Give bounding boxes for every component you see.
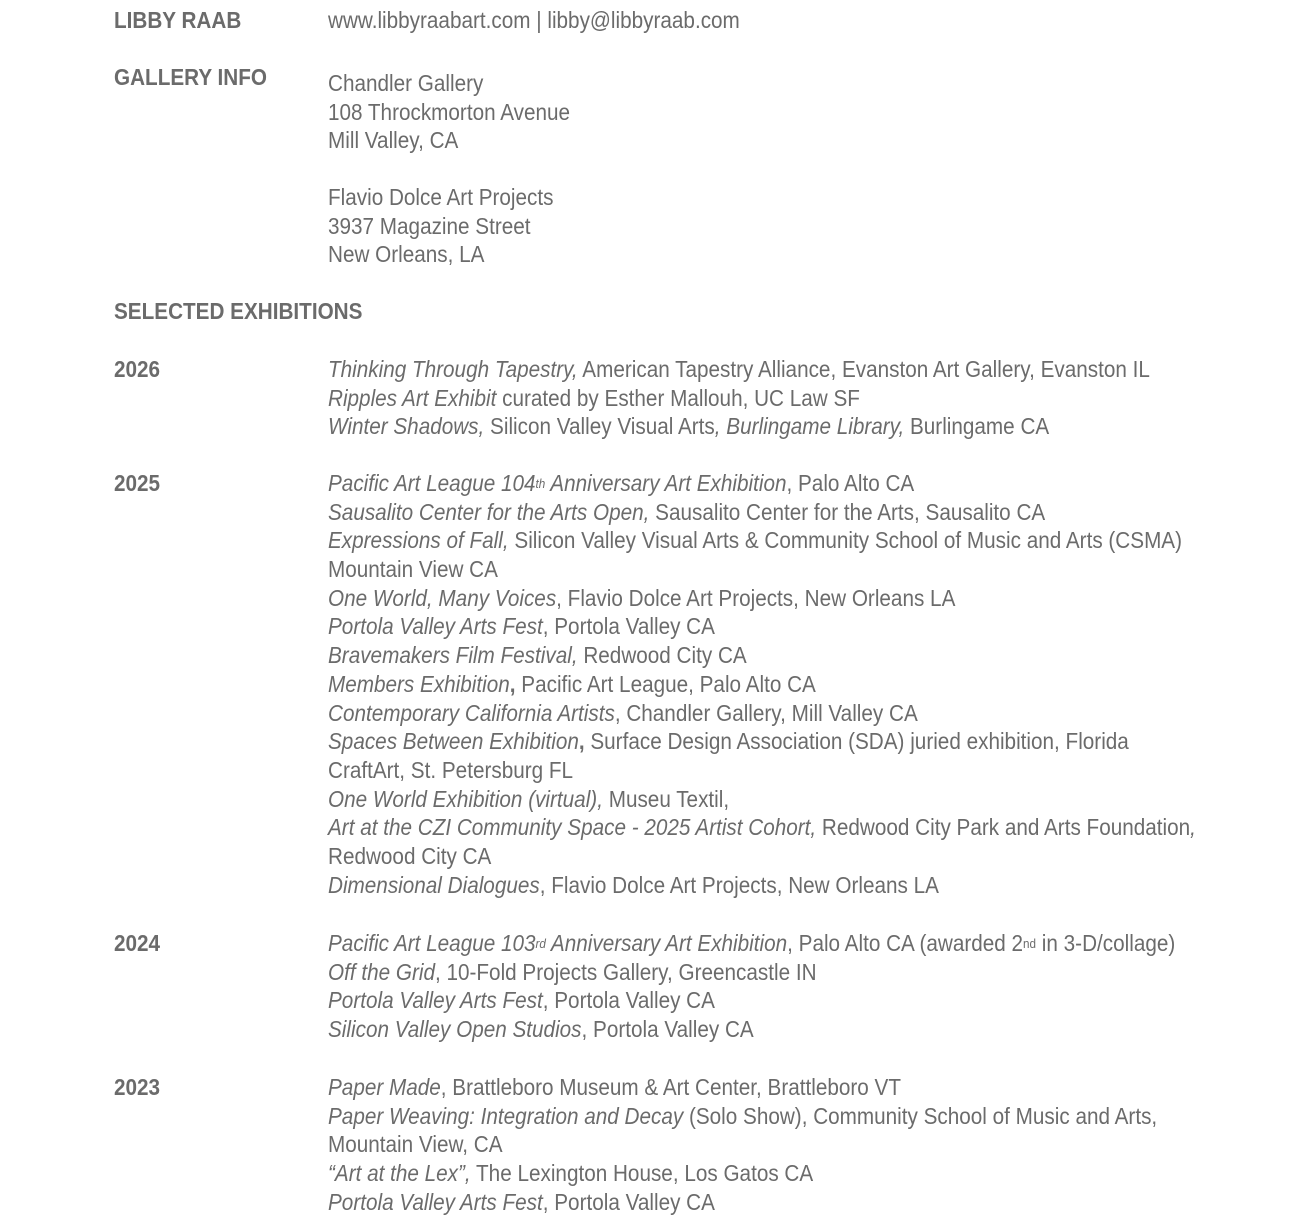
exhibition-venue: , Palo Alto CA (786, 470, 915, 496)
exhibition-title: Contemporary California Artists (328, 699, 615, 726)
exhibition-venue: , Portola Valley CA (542, 1188, 715, 1215)
year-label: 2025 (114, 470, 161, 496)
exhibition-title: Winter Shadows, (328, 413, 485, 440)
ordinal-suffix: nd (1023, 936, 1037, 951)
exhibition-line (328, 699, 1196, 728)
exhibition-line (328, 1130, 1157, 1159)
year-label: 2026 (114, 356, 161, 382)
exhibition-title: “Art at the Lex”, (328, 1160, 471, 1187)
exhibition-venue: , Flavio Dolce Art Projects, New Orleans LA (556, 584, 956, 611)
exhibition-title-cont: , (1190, 814, 1196, 841)
separator: , (509, 670, 516, 697)
exhibition-title: Spaces Between Exhibition (328, 728, 579, 755)
exhibition-line (328, 1188, 1157, 1217)
exhibition-title: Members Exhibition (328, 670, 510, 697)
exhibition-venue: Pacific Art League, Palo Alto CA (515, 670, 816, 697)
exhibition-venue: curated by Esther Mallouh, UC Law SF (496, 384, 860, 411)
exhibition-line (328, 526, 1196, 555)
exhibition-venue: Mountain View CA (328, 556, 498, 583)
exhibition-title: One World Exhibition (virtual), (328, 785, 603, 812)
ordinal-suffix: th (535, 476, 546, 491)
exhibition-title: Art at the CZI Community Space - 2025 Artist Cohort, (328, 814, 817, 841)
exhibition-line (328, 498, 1196, 527)
exhibition-title: Ripples Art Exhibit (328, 384, 497, 411)
exhibition-title: Portola Valley Arts Fest (328, 613, 543, 640)
exhibition-venue-cont: Burlingame CA (904, 413, 1050, 440)
exhibitions-2025 (328, 469, 1196, 899)
exhibition-venue: , Portola Valley CA (581, 1016, 754, 1043)
exhibition-venue-cont: in 3-D/collage) (1036, 930, 1176, 956)
exhibitions-2024 (328, 929, 1175, 1044)
exhibition-line (328, 355, 1150, 384)
exhibition-venue: CraftArt, St. Petersburg FL (328, 756, 574, 783)
exhibition-title: Portola Valley Arts Fest (328, 987, 543, 1014)
gallery-city: New Orleans, LA (328, 241, 485, 268)
exhibition-title: Silicon Valley Open Studios (328, 1016, 582, 1043)
exhibition-venue: , Portola Valley CA (542, 987, 715, 1014)
exhibition-line (328, 727, 1196, 756)
exhibition-line (328, 641, 1196, 670)
exhibition-title: Paper Weaving: Integration and Decay (328, 1102, 684, 1129)
exhibition-venue: The Lexington House, Los Gatos CA (470, 1160, 814, 1187)
exhibition-title: Pacific Art League 103 (328, 930, 536, 956)
gallery-chandler (328, 69, 570, 155)
artist-name: LIBBY RAAB (114, 7, 242, 33)
gallery-name: Flavio Dolce Art Projects (328, 184, 554, 210)
exhibition-line (328, 469, 1196, 498)
exhibition-title: Thinking Through Tapestry, (328, 356, 578, 382)
exhibition-venue: , Flavio Dolce Art Projects, New Orleans LA (539, 871, 939, 898)
exhibition-line (328, 1015, 1175, 1044)
gallery-street: 3937 Magazine Street (328, 212, 531, 239)
exhibition-line (328, 756, 1196, 785)
exhibition-title: Dimensional Dialogues (328, 871, 540, 898)
exhibition-title: Bravemakers Film Festival, (328, 642, 578, 669)
contact-line[interactable]: www.libbyraabart.com | libby@libbyraab.com (328, 7, 740, 33)
separator: , (578, 728, 585, 755)
gallery-street: 108 Throckmorton Avenue (328, 98, 571, 125)
gallery-name: Chandler Gallery (328, 70, 484, 96)
exhibition-line (328, 1073, 1157, 1102)
ordinal-suffix: rd (535, 936, 546, 951)
exhibition-line (328, 842, 1196, 871)
exhibition-title-cont: Anniversary Art Exhibition (545, 470, 787, 496)
exhibition-title: Off the Grid (328, 958, 435, 985)
exhibition-line (328, 555, 1196, 584)
gallery-info-heading: GALLERY INFO (114, 64, 267, 90)
exhibition-venue: Sausalito Center for the Arts, Sausalito CA (649, 498, 1046, 525)
exhibition-venue: Silicon Valley Visual Arts (484, 413, 715, 440)
exhibition-venue: Redwood City Park and Arts Foundation (816, 814, 1191, 841)
exhibition-line (328, 871, 1196, 900)
exhibition-venue: Redwood City CA (328, 842, 492, 869)
exhibition-line (328, 612, 1196, 641)
exhibition-venue: , Chandler Gallery, Mill Valley CA (614, 699, 918, 726)
exhibition-venue: American Tapestry Alliance, Evanston Art Gallery, Evanston IL (577, 356, 1150, 382)
exhibitions-2023 (328, 1073, 1157, 1216)
exhibition-line (328, 785, 1196, 814)
exhibition-venue: , Brattleboro Museum & Art Center, Brattleboro VT (440, 1074, 901, 1100)
exhibition-venue: , Palo Alto CA (awarded 2 (787, 930, 1024, 956)
exhibition-title-cont: , Burlingame Library, (714, 413, 905, 440)
exhibition-line (328, 958, 1175, 987)
exhibition-line (328, 412, 1150, 441)
exhibition-title: Paper Made (328, 1074, 441, 1100)
exhibition-title: Portola Valley Arts Fest (328, 1188, 543, 1215)
exhibition-venue: Silicon Valley Visual Arts & Community School of Music and Arts (CSMA) (508, 527, 1183, 554)
exhibition-title: One World, Many Voices (328, 584, 557, 611)
exhibition-venue: (Solo Show), Community School of Music and Arts, (683, 1102, 1158, 1129)
exhibition-venue: Mountain View, CA (328, 1131, 503, 1158)
gallery-flavio-dolce (328, 183, 553, 269)
exhibition-line (328, 384, 1150, 413)
exhibition-venue: Surface Design Association (SDA) juried exhibition, Florida (584, 728, 1129, 755)
gallery-city: Mill Valley, CA (328, 127, 459, 154)
exhibition-line (328, 1102, 1157, 1131)
year-label: 2023 (114, 1074, 161, 1100)
exhibition-line (328, 986, 1175, 1015)
exhibition-line (328, 929, 1175, 958)
exhibition-title: Pacific Art League 104 (328, 470, 536, 496)
exhibition-line (328, 670, 1196, 699)
exhibition-title: Expressions of Fall, (328, 527, 509, 554)
exhibitions-2026 (328, 355, 1150, 441)
exhibition-line (328, 813, 1196, 842)
year-label: 2024 (114, 930, 161, 956)
exhibition-venue: , Portola Valley CA (542, 613, 715, 640)
exhibition-venue: Redwood City CA (577, 642, 747, 669)
exhibition-line (328, 1159, 1157, 1188)
exhibition-venue: , 10-Fold Projects Gallery, Greencastle IN (434, 958, 817, 985)
exhibition-title: Sausalito Center for the Arts Open, (328, 498, 650, 525)
exhibition-title-cont: Anniversary Art Exhibition (545, 930, 788, 956)
exhibition-line (328, 584, 1196, 613)
selected-exhibitions-heading: SELECTED EXHIBITIONS (114, 298, 363, 324)
exhibition-venue: Museu Textil, (602, 785, 730, 812)
